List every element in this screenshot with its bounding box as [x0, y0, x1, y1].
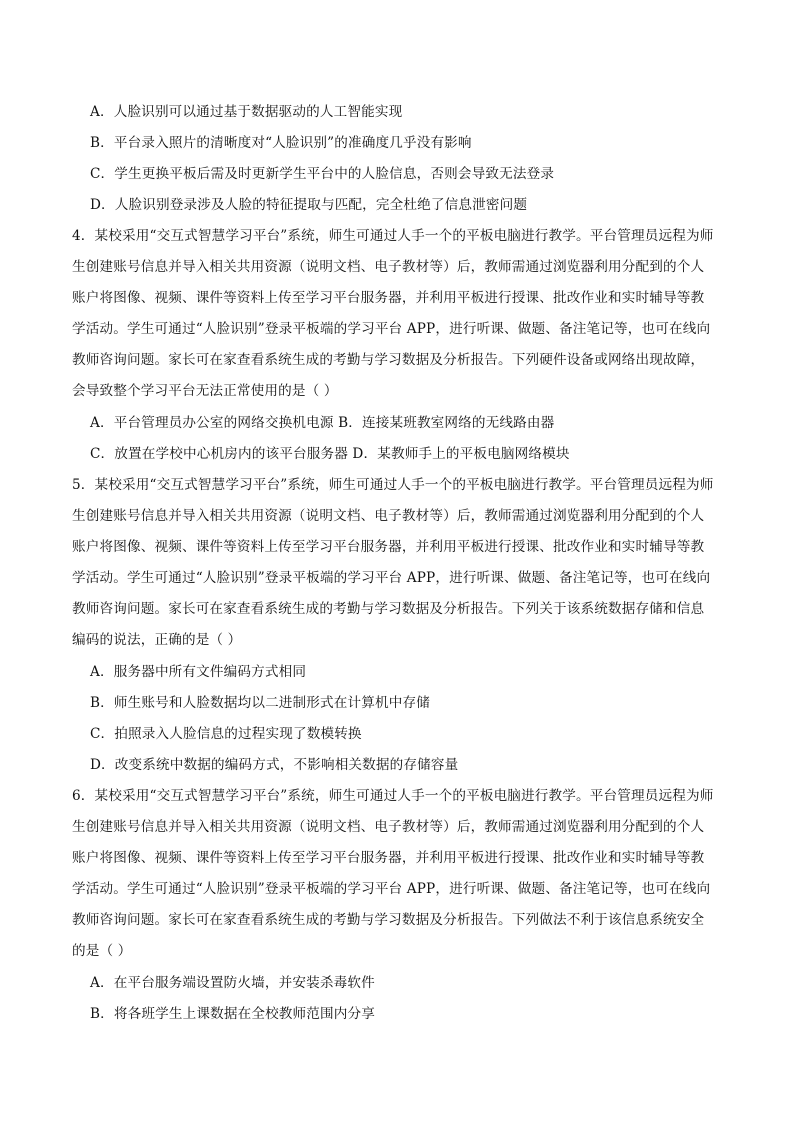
q5-stem-line: 账户将图像、视频、课件等资料上传至学习平台服务器，并利用平板进行授课、批改作业和实时辅导等教 — [72, 539, 705, 555]
q3-option-a: A．人脸识别可以通过基于数据驱动的人工智能实现 — [90, 104, 403, 120]
q5-option-d: D．改变系统中数据的编码方式，不影响相关数据的存储容量 — [90, 757, 459, 773]
q3-option-b: B．平台录入照片的清晰度对“人脸识别”的准确度几乎没有影响 — [90, 135, 472, 151]
q5-stem-line: 生创建账号信息并导入相关共用资源（说明文档、电子教材等）后，教师需通过浏览器利用分配到的个人 — [72, 508, 705, 524]
q6-stem-line: 学活动。学生可通过“人脸识别”登录平板端的学习平台 APP，进行听课、做题、备注笔记等，也可在线向 — [72, 881, 711, 897]
q6-stem-line: 账户将图像、视频、课件等资料上传至学习平台服务器，并利用平板进行授课、批改作业和实时辅导等教 — [72, 850, 705, 866]
q5-stem-line: 编码的说法，正确的是（ ） — [72, 632, 242, 648]
q6-stem-line: 6．某校采用“交互式智慧学习平台”系统，师生可通过人手一个的平板电脑进行教学。平台管理员远程为师 — [72, 788, 714, 804]
q5-stem-line: 5．某校采用“交互式智慧学习平台”系统，师生可通过人手一个的平板电脑进行教学。平台管理员远程为师 — [72, 477, 714, 493]
q6-option-a: A．在平台服务端设置防火墙，并安装杀毒软件 — [90, 975, 375, 991]
q3-option-d: D．人脸识别登录涉及人脸的特征提取与匹配，完全杜绝了信息泄密问题 — [90, 197, 528, 213]
q6-stem-line: 的是（ ） — [72, 943, 132, 959]
q6-option-b: B．将各班学生上课数据在全校教师范围内分享 — [90, 1006, 376, 1022]
q6-stem-line: 教师咨询问题。家长可在家查看系统生成的考勤与学习数据及分析报告。下列做法不利于该信息系统安全 — [72, 912, 705, 928]
q5-option-c: C．拍照录入人脸信息的过程实现了数模转换 — [90, 726, 362, 742]
q4-stem-line: 生创建账号信息并导入相关共用资源（说明文档、电子教材等）后，教师需通过浏览器利用分配到的个人 — [72, 259, 705, 275]
q4-stem-line: 学活动。学生可通过“人脸识别”登录平板端的学习平台 APP，进行听课、做题、备注笔记等，也可在线向 — [72, 321, 711, 337]
q5-option-b: B．师生账号和人脸数据均以二进制形式在计算机中存储 — [90, 695, 430, 711]
q4-stem-line: 账户将图像、视频、课件等资料上传至学习平台服务器，并利用平板进行授课、批改作业和实时辅导等教 — [72, 290, 705, 306]
q6-stem-line: 生创建账号信息并导入相关共用资源（说明文档、电子教材等）后，教师需通过浏览器利用分配到的个人 — [72, 819, 705, 835]
q3-option-c: C．学生更换平板后需及时更新学生平台中的人脸信息，否则会导致无法登录 — [90, 166, 555, 182]
q4-stem-line: 会导致整个学习平台无法正常使用的是（ ） — [72, 383, 338, 399]
q4-options-ab: A．平台管理员办公室的网络交换机电源 B．连接某班教室网络的无线路由器 — [90, 415, 555, 431]
q5-stem-line: 学活动。学生可通过“人脸识别”登录平板端的学习平台 APP，进行听课、做题、备注笔记等，也可在线向 — [72, 570, 711, 586]
q4-stem-line: 教师咨询问题。家长可在家查看系统生成的考勤与学习数据及分析报告。下列硬件设备或网络出现故障， — [72, 352, 705, 368]
q5-option-a: A．服务器中所有文件编码方式相同 — [90, 664, 307, 680]
q4-stem-line: 4．某校采用“交互式智慧学习平台”系统，师生可通过人手一个的平板电脑进行教学。平台管理员远程为师 — [72, 228, 714, 244]
q4-options-cd: C．放置在学校中心机房内的该平台服务器 D．某教师手上的平板电脑网络模块 — [90, 446, 570, 462]
q5-stem-line: 教师咨询问题。家长可在家查看系统生成的考勤与学习数据及分析报告。下列关于该系统数据存储和信息 — [72, 601, 705, 617]
